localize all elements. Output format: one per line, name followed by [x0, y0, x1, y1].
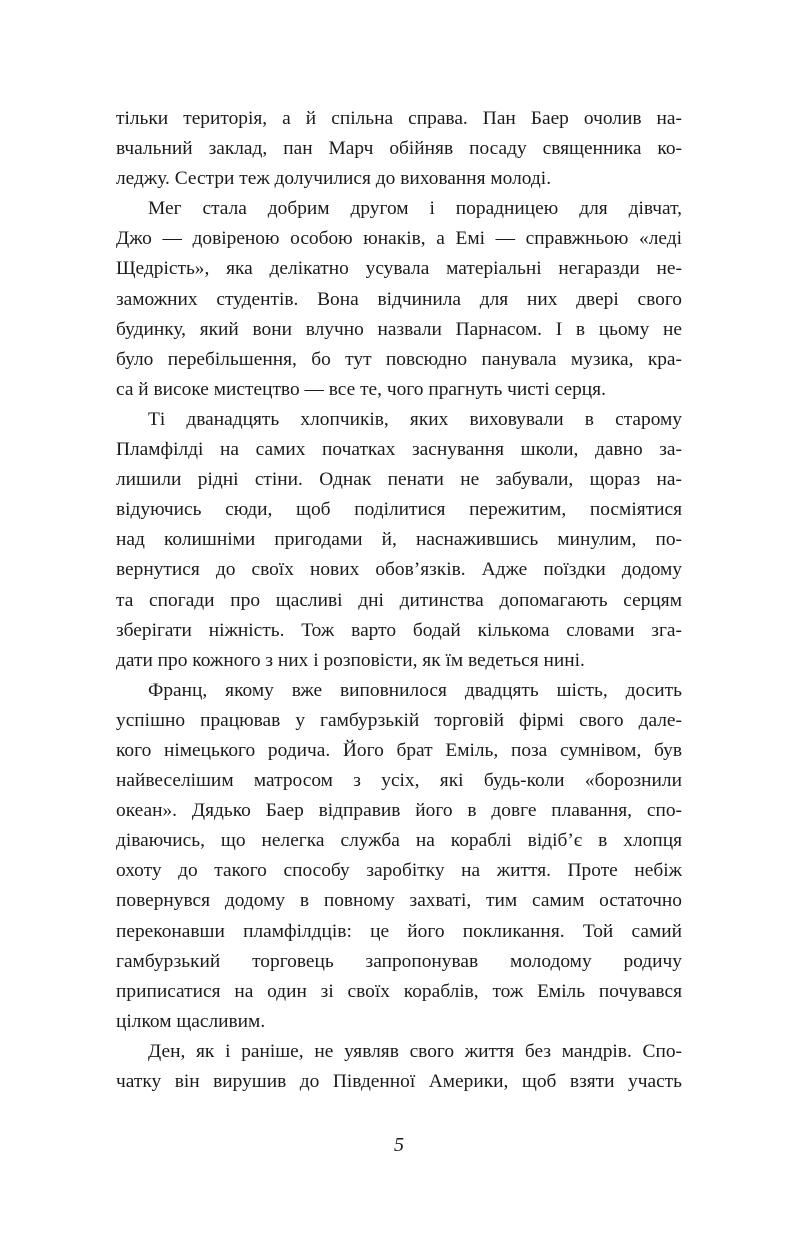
text-line: цілком щасливим. [116, 1010, 266, 1032]
text-line: охоту до такого способу заробітку на життя. Проте небіж [116, 860, 682, 882]
text-line: кого німецького родича. Його брат Еміль, поза сумнівом, був [116, 739, 682, 761]
text-line: Франц, якому вже виповнилося двадцять шість, досить [148, 679, 682, 701]
text-line: зберігати ніжність. Тож варто бодай кількома словами зга- [116, 619, 682, 641]
text-line: океан». Дядько Баер відправив його в довге плавання, спо- [116, 800, 682, 822]
text-line: відуючись сюди, щоб поділитися пережитим, посміятися [116, 499, 682, 521]
text-line: са й високе мистецтво — все те, чого прагнуть чисті серця. [116, 378, 606, 400]
text-line: найвеселішим матросом з усіх, які будь-коли «борознили [116, 770, 682, 792]
text-line: було перебільшення, бо тут повсюдно панувала музика, кра- [116, 348, 682, 370]
text-line: Мег стала добрим другом і порадницею для дівчат, [148, 198, 682, 220]
text-line: переконавши пламфілдців: це його покликання. Той самий [116, 920, 682, 942]
text-line: заможних студентів. Вона відчинила для них двері свого [116, 288, 682, 310]
text-line: леджу. Сестри теж долучилися до виховання молоді. [116, 168, 552, 190]
text-line: Пламфілді на самих початках заснування школи, давно за- [116, 439, 682, 461]
text-line: вчальний заклад, пан Марч обійняв посаду священника ко- [116, 138, 682, 160]
text-line: чатку він вирушив до Південної Америки, щоб взяти участь [116, 1071, 682, 1092]
text-line: успішно працював у гамбурзькій торговій фірмі свого дале- [116, 709, 682, 731]
body-text [116, 104, 682, 1097]
text-line: Джо — довіреною особою юнаків, а Емі — справжньою «леді [116, 228, 682, 250]
text-line: повернувся додому в повному захваті, тим самим остаточно [116, 890, 682, 912]
text-line: Ті дванадцять хлопчиків, яких виховували в старому [148, 408, 682, 430]
text-line: дати про кожного з них і розповісти, як їм ведеться нині. [116, 649, 585, 671]
text-line: вернутися до своїх нових обов’язків. Адже поїздки додому [116, 559, 682, 581]
text-line: діваючись, що нелегка служба на кораблі відіб’є в хлопця [116, 830, 682, 852]
text-line: тільки територія, а й спільна справа. Пан Баер очолив на- [116, 108, 682, 129]
text-line: гамбурзький торговець запропонував молодому родичу [116, 950, 682, 972]
text-line: та спогади про щасливі дні дитинства допомагають серцям [116, 589, 682, 611]
text-line: будинку, який вони влучно назвали Парнасом. І в цьому не [116, 318, 682, 340]
text-line: лишили рідні стіни. Однак пенати не забували, щораз на- [116, 469, 682, 491]
text-line: Ден, як і раніше, не уявляв свого життя без мандрів. Спо- [148, 1040, 682, 1062]
text-line: приписатися на один зі своїх кораблів, тож Еміль почувався [116, 980, 682, 1002]
text-line: над колишніми пригодами й, наснажившись минулим, по- [116, 529, 682, 551]
page-number: 5 [394, 1134, 404, 1156]
text-line: Щедрість», яка делікатно усувала матеріальні негаразди не- [116, 258, 682, 280]
